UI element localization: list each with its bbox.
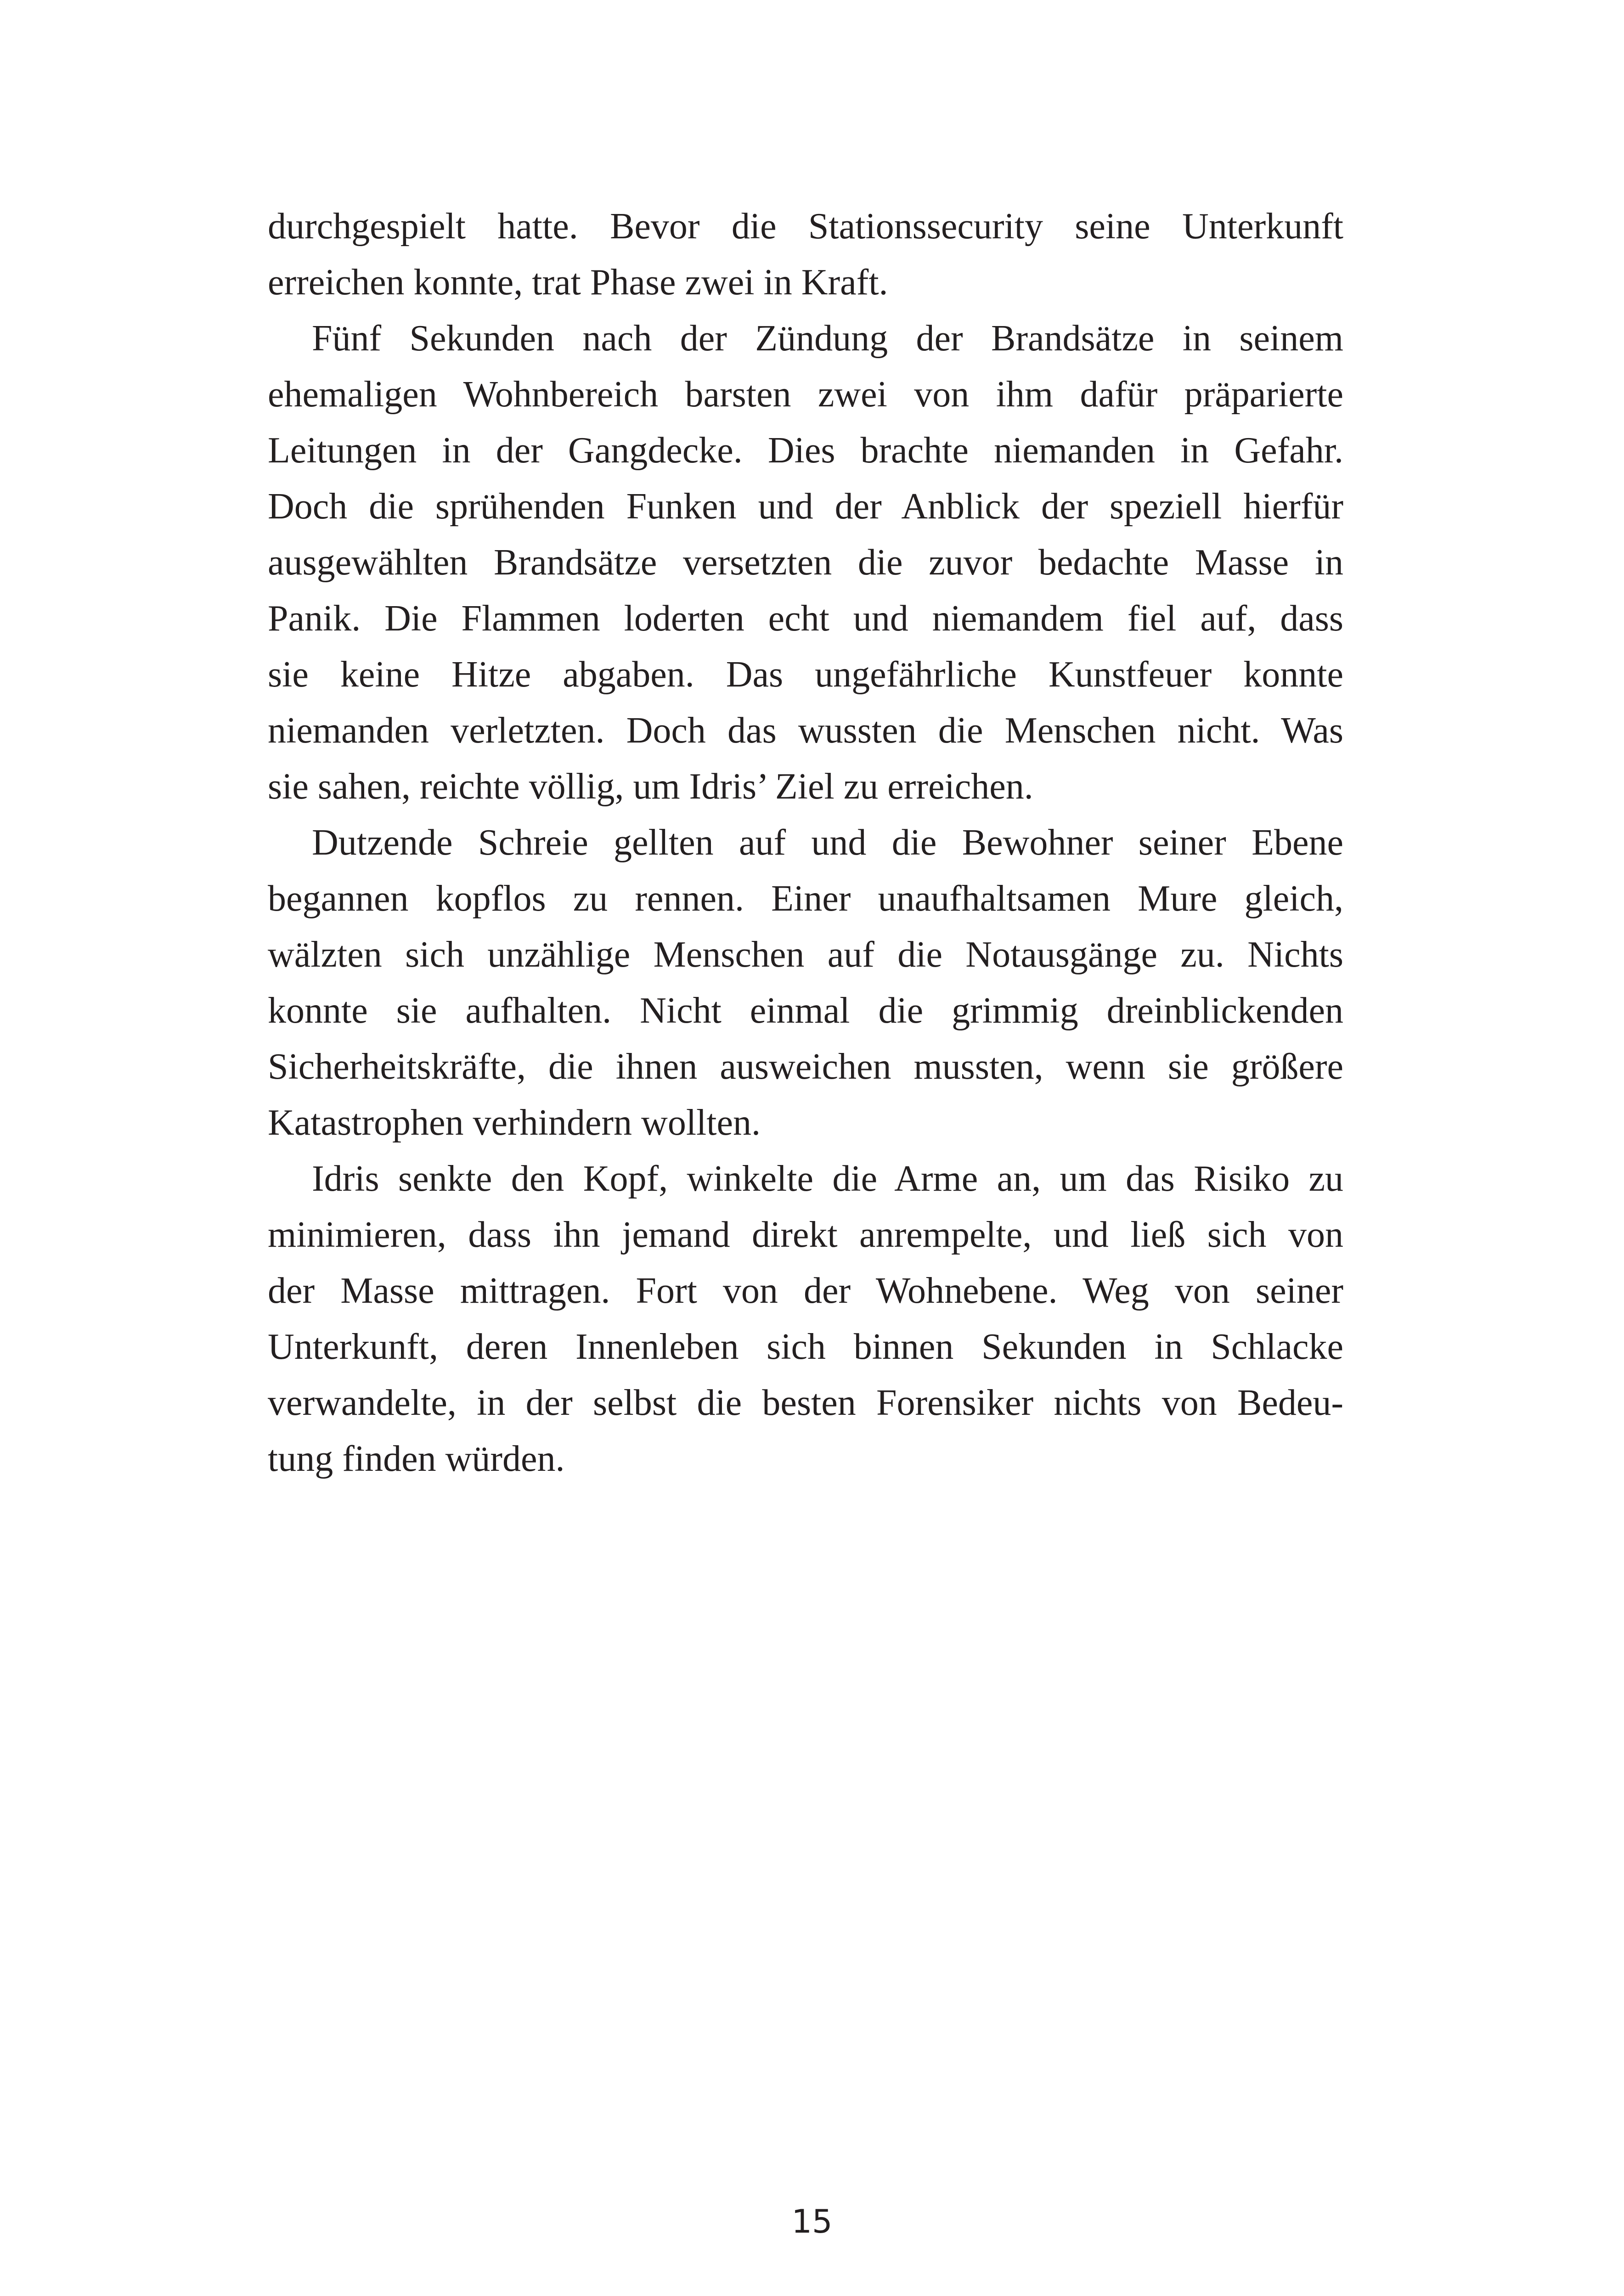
text-line: konnte sie aufhalten. Nicht einmal die grimmig dreinblickenden xyxy=(268,990,1343,1031)
body-text xyxy=(268,198,1343,1487)
text-line: verwandelte, in der selbst die besten Forensiker nichts von Bedeu- xyxy=(268,1383,1343,1423)
text-line: ehemaligen Wohnbereich barsten zwei von ihm dafür präparierte xyxy=(268,374,1343,415)
paragraph-4 xyxy=(268,1151,1343,1487)
text-line: tung finden würden. xyxy=(268,1439,565,1479)
text-line: niemanden verletzten. Doch das wussten die Menschen nicht. Was xyxy=(268,710,1343,751)
text-line: Fünf Sekunden nach der Zündung der Brandsätze in seinem xyxy=(312,318,1343,359)
text-line: begannen kopflos zu rennen. Einer unaufhaltsamen Mure gleich, xyxy=(268,878,1343,919)
text-line: minimieren, dass ihn jemand direkt anrempelte, und ließ sich von xyxy=(268,1215,1343,1255)
page-number: 15 xyxy=(791,2203,833,2240)
text-line: erreichen konnte, trat Phase zwei in Kraft. xyxy=(268,262,888,303)
paragraph-1 xyxy=(268,198,1343,310)
text-line: Doch die sprühenden Funken und der Anblick der speziell hierfür xyxy=(268,486,1343,527)
text-line: wälzten sich unzählige Menschen auf die Notausgänge zu. Nichts xyxy=(268,934,1343,975)
text-line: Idris senkte den Kopf, winkelte die Arme an, um das Risiko zu xyxy=(312,1159,1343,1199)
paragraph-3 xyxy=(268,815,1343,1151)
text-line: sie keine Hitze abgaben. Das ungefährliche Kunstfeuer konnte xyxy=(268,654,1343,695)
text-line: der Masse mittragen. Fort von der Wohnebene. Weg von seiner xyxy=(268,1271,1343,1311)
paragraph-2 xyxy=(268,310,1343,815)
text-line: Dutzende Schreie gellten auf und die Bewohner seiner Ebene xyxy=(312,822,1343,863)
text-line: Katastrophen verhindern wollten. xyxy=(268,1103,761,1143)
text-line: Panik. Die Flammen loderten echt und niemandem fiel auf, dass xyxy=(268,598,1343,639)
text-line: durchgespielt hatte. Bevor die Stationssecurity seine Unterkunft xyxy=(268,206,1343,247)
text-line: sie sahen, reichte völlig, um Idris’ Ziel zu erreichen. xyxy=(268,766,1033,807)
text-line: Sicherheitskräfte, die ihnen ausweichen mussten, wenn sie größere xyxy=(268,1047,1343,1087)
text-line: Unterkunft, deren Innenleben sich binnen Sekunden in Schlacke xyxy=(268,1327,1343,1367)
text-line: Leitungen in der Gangdecke. Dies brachte niemanden in Gefahr. xyxy=(268,430,1343,471)
text-line: ausgewählten Brandsätze versetzten die zuvor bedachte Masse in xyxy=(268,542,1343,583)
